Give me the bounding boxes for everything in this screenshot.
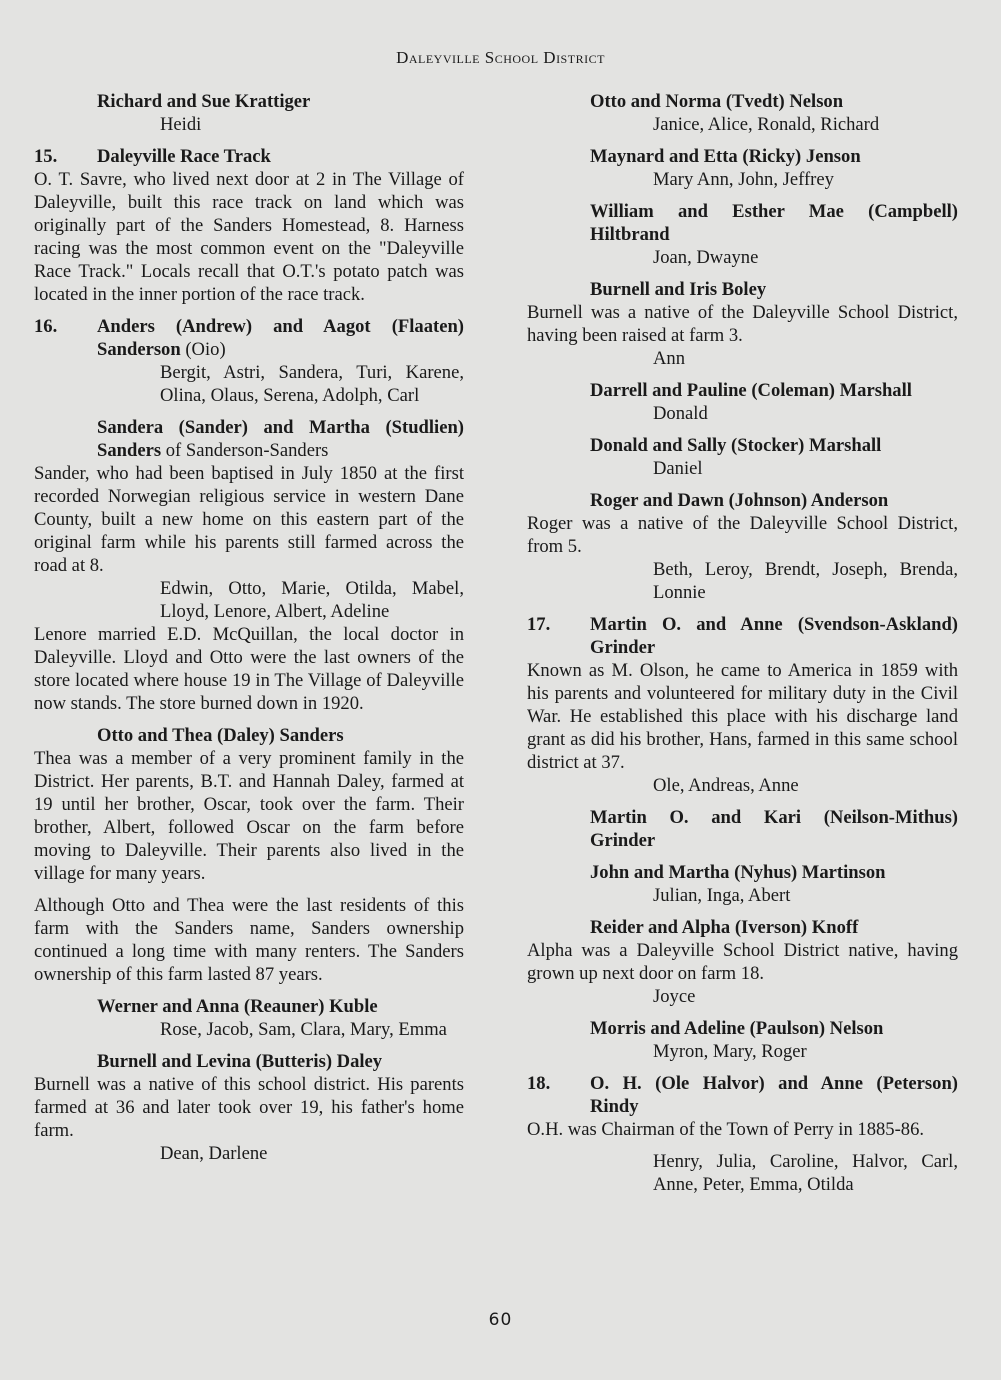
children-list: Mary Ann, John, Jeffrey: [653, 169, 834, 190]
entry-anderson: [527, 489, 958, 604]
entry-race-track: [34, 145, 464, 306]
entry-title: Daleyville Race Track: [97, 146, 271, 167]
entry-number: 15.: [34, 146, 58, 167]
children-list: Beth, Leroy, Brendt, Joseph, Brenda, Lonnie: [653, 559, 958, 603]
entry-title: Grinder: [590, 830, 656, 851]
children-list: Julian, Inga, Abert: [653, 885, 791, 906]
children-list: Heidi: [160, 114, 202, 135]
entry-text: Sander, who had been baptised in July 1850 at the first recorded Norwegian religious service in western Dane County, built a new home on this eastern part of the original farm while his parents still farmed across the road at 8.: [34, 463, 464, 576]
entry-text: Although Otto and Thea were the last residents of this farm with the Sanders name, Sanders ownership continued a long time with many renters. The Sanders ownership of this farm lasted 87 years.: [34, 895, 464, 985]
entry-heading: Werner and Anna (Reauner) Kuble: [97, 996, 378, 1017]
children-list: Rose, Jacob, Sam, Clara, Mary, Emma: [160, 1019, 447, 1040]
entry-text: Alpha was a Daleyville School District native, having grown up next door on farm 18.: [527, 940, 958, 984]
entry-title: Anders (Andrew) and Aagot (Flaaten): [97, 316, 464, 337]
children-list: Janice, Alice, Ronald, Richard: [653, 114, 880, 135]
children-list: Joan, Dwayne: [653, 247, 759, 268]
entry-heading: Darrell and Pauline (Coleman) Marshall: [590, 380, 912, 401]
entry-hiltbrand: [527, 200, 958, 269]
entry-heading: Burnell and Levina (Butteris) Daley: [97, 1051, 383, 1072]
entry-text: Roger was a native of the Daleyville School District, from 5.: [527, 513, 958, 557]
children-list: Ole, Andreas, Anne: [653, 775, 799, 796]
entry-heading: Roger and Dawn (Johnson) Anderson: [590, 490, 889, 511]
entry-title: Hiltbrand: [590, 224, 670, 245]
entry-heading: [34, 315, 464, 361]
entry-heading: Reider and Alpha (Iverson) Knoff: [590, 917, 859, 938]
entry-title: Sanderson: [97, 339, 181, 360]
entry-heading: [34, 145, 464, 168]
entry-martinson: [527, 861, 958, 907]
entry-knoff: [527, 916, 958, 1008]
entry-sanderson: [34, 315, 464, 407]
entry-nelson-morris: [527, 1017, 958, 1063]
entry-heading: [590, 200, 958, 246]
entry-heading: Maynard and Etta (Ricky) Jenson: [590, 146, 861, 167]
entry-heading: Burnell and Iris Boley: [590, 279, 767, 300]
entry-title-note: (Oio): [185, 339, 226, 360]
entry-heading: [527, 613, 958, 659]
entry-text: Known as M. Olson, he came to America in 1859 with his parents and volunteered for military duty in the Civil War. He established this place with his discharge land grant as did his brother, Hans, farmed in this same school district at 37.: [527, 660, 958, 773]
entry-heading: Otto and Norma (Tvedt) Nelson: [590, 91, 844, 112]
entry-rindy: [527, 1072, 958, 1196]
entry-jenson: [527, 145, 958, 191]
children-list: Myron, Mary, Roger: [653, 1041, 807, 1062]
children-list: Edwin, Otto, Marie, Otilda, Mabel, Lloyd, Lenore, Albert, Adeline: [160, 578, 464, 622]
children-list: Henry, Julia, Caroline, Halvor, Carl, Anne, Peter, Emma, Otilda: [653, 1151, 958, 1195]
entry-title: Rindy: [590, 1096, 639, 1117]
page-number: 60: [488, 1310, 513, 1330]
entry-marshall-donald: [527, 434, 958, 480]
entry-title: Martin O. and Kari (Neilson-Mithus): [590, 807, 958, 828]
entry-heading: [590, 806, 958, 852]
entry-number: 17.: [527, 614, 551, 635]
entry-title: Grinder: [590, 637, 656, 658]
entry-heading: [527, 1072, 958, 1118]
entry-title: Sanders: [97, 440, 162, 461]
entry-number: 18.: [527, 1073, 551, 1094]
entry-text: Lenore married E.D. McQuillan, the local doctor in Daleyville. Lloyd and Otto were the last owners of the store located where house 19 in The Village of Daleyville now stands. The store burned down in 1920.: [34, 624, 464, 714]
entry-kuble: [34, 995, 464, 1041]
entry-title-note: of Sanderson-Sanders: [165, 440, 329, 461]
entry-sanders: [34, 416, 464, 715]
entry-title: Sandera (Sander) and Martha (Studlien): [97, 417, 464, 438]
entry-heading: John and Martha (Nyhus) Martinson: [590, 862, 886, 883]
children-list: Dean, Darlene: [160, 1143, 268, 1164]
entry-grinder-martin-kari: [527, 806, 958, 852]
entry-title: O. H. (Ole Halvor) and Anne (Peterson): [590, 1073, 958, 1094]
running-header: Daleyville School District: [396, 48, 605, 67]
children-list: Ann: [653, 348, 686, 369]
entry-grinder-martin-anne: [527, 613, 958, 797]
entry-nelson: [527, 90, 958, 136]
children-list: Donald: [653, 403, 708, 424]
entry-heading: [97, 416, 464, 462]
entry-krattiger: [34, 90, 464, 136]
entry-text: Burnell was a native of this school district. His parents farmed at 36 and later took over 19, his father's home farm.: [34, 1074, 464, 1141]
entry-title: William and Esther Mae (Campbell): [590, 201, 958, 222]
entry-daley: [34, 1050, 464, 1165]
left-column: [34, 90, 464, 1174]
entry-title: Martin O. and Anne (Svendson-Askland): [590, 614, 958, 635]
entry-otto-thea: [34, 724, 464, 986]
entry-heading: Otto and Thea (Daley) Sanders: [97, 725, 344, 746]
children-list: Daniel: [653, 458, 703, 479]
right-column: [527, 90, 958, 1205]
children-list: Joyce: [653, 986, 696, 1007]
entry-text: O.H. was Chairman of the Town of Perry in 1885-86.: [527, 1119, 925, 1140]
entry-heading: Richard and Sue Krattiger: [97, 91, 311, 112]
entry-boley: [527, 278, 958, 370]
entry-number: 16.: [34, 316, 58, 337]
children-list: Bergit, Astri, Sandera, Turi, Karene, Olina, Olaus, Serena, Adolph, Carl: [160, 362, 464, 406]
entry-text: O. T. Savre, who lived next door at 2 in The Village of Daleyville, built this race track on land which was originally part of the Sanders Homestead, 8. Harness racing was the most common event on the "Daleyville Race Track." Locals recall that O.T.'s potato patch was located in the inner portion of the race track.: [34, 169, 464, 305]
entry-heading: Donald and Sally (Stocker) Marshall: [590, 435, 882, 456]
entry-text: Burnell was a native of the Daleyville School District, having been raised at farm 3.: [527, 302, 958, 346]
entry-marshall-darrell: [527, 379, 958, 425]
entry-heading: Morris and Adeline (Paulson) Nelson: [590, 1018, 884, 1039]
entry-text: Thea was a member of a very prominent family in the District. Her parents, B.T. and Hannah Daley, farmed at 19 until her brother, Oscar, took over the farm. Their brother, Albert, followed Oscar on the farm before moving to Daleyville. Their parents also lived in the village for many years.: [34, 748, 464, 884]
